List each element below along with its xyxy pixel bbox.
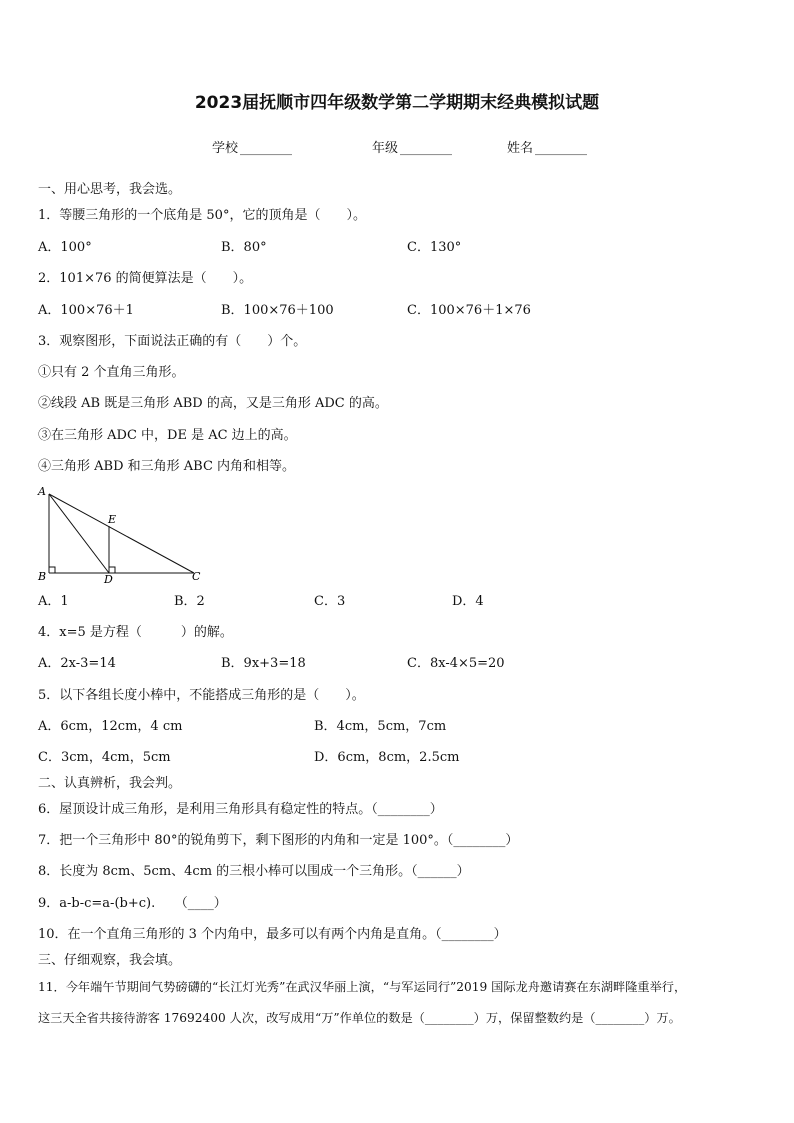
section-3-heading: 三、仔细观察，我会填。 bbox=[38, 953, 182, 968]
section-2-heading: 二、认真辨析，我会判。 bbox=[38, 776, 182, 791]
q3-option-a: A．1 bbox=[38, 594, 69, 609]
q2-option-b: B．100×76＋100 bbox=[221, 303, 334, 318]
q3-statement-4: ④三角形 ABD 和三角形 ABC 内角和相等。 bbox=[38, 459, 296, 474]
section-1-heading: 一、用心思考，我会选。 bbox=[38, 182, 182, 197]
q4-option-c: C．8x-4×5=20 bbox=[407, 656, 505, 671]
q1-option-c: C．130° bbox=[407, 240, 462, 255]
question-2: 2．101×76 的简便算法是（ ）。 bbox=[38, 271, 253, 286]
page-title: 2023届抚顺市四年级数学第二学期期末经典模拟试题 bbox=[194, 93, 600, 113]
question-3: 3．观察图形，下面说法正确的有（ ）个。 bbox=[38, 334, 307, 349]
question-5: 5．以下各组长度小棒中，不能搭成三角形的是（ ）。 bbox=[38, 688, 365, 703]
label-a: A bbox=[38, 485, 46, 498]
name-label: 姓名 bbox=[507, 141, 534, 156]
q3-statement-1: ①只有 2 个直角三角形。 bbox=[38, 365, 185, 380]
q4-option-b: B．9x+3=18 bbox=[221, 656, 306, 671]
question-4: 4．x=5 是方程（ ）的解。 bbox=[38, 625, 233, 640]
question-11-line-2: 这三天全省共接待游客 17692400 人次，改写成用“万”作单位的数是（________）万，保留整数约是（________）万。 bbox=[38, 1011, 681, 1025]
question-7: 7．把一个三角形中 80°的锐角剪下，剩下图形的内角和一定是 100°。（________） bbox=[38, 833, 519, 848]
school-blank: ________ bbox=[240, 141, 292, 156]
q1-option-a: A．100° bbox=[38, 240, 92, 255]
question-9: 9．a-b-c=a-(b+c). （____） bbox=[38, 896, 227, 911]
q3-statement-2: ②线段 AB 既是三角形 ABD 的高，又是三角形 ADC 的高。 bbox=[38, 396, 388, 411]
grade-label: 年级 bbox=[372, 141, 399, 156]
question-1: 1．等腰三角形的一个底角是 50°，它的顶角是（ ）。 bbox=[38, 208, 366, 223]
label-d: D bbox=[104, 573, 113, 584]
grade-blank: ________ bbox=[400, 141, 452, 156]
question-6: 6．屋顶设计成三角形，是利用三角形具有稳定性的特点。（________） bbox=[38, 802, 443, 817]
label-c: C bbox=[192, 570, 201, 583]
q3-option-c: C．3 bbox=[314, 594, 346, 609]
q4-option-a: A．2x-3=14 bbox=[38, 656, 116, 671]
q5-option-c: C．3cm，4cm，5cm bbox=[38, 750, 171, 765]
q2-option-a: A．100×76＋1 bbox=[38, 303, 134, 318]
q3-option-d: D．4 bbox=[452, 594, 484, 609]
triangle-figure bbox=[34, 484, 210, 584]
q2-option-c: C．100×76＋1×76 bbox=[407, 303, 531, 318]
question-11-line-1: 11．今年端午节期间气势磅礴的“长江灯光秀”在武汉华丽上演，“与军运同行”2019 国际龙舟邀请赛在东湖畔隆重举行， bbox=[38, 980, 687, 994]
q5-option-a: A．6cm，12cm，4 cm bbox=[38, 719, 183, 734]
question-8: 8．长度为 8cm、5cm、4cm 的三根小棒可以围成一个三角形。（______） bbox=[38, 864, 470, 879]
q5-option-d: D．6cm，8cm，2.5cm bbox=[314, 750, 460, 765]
school-label: 学校 bbox=[212, 141, 239, 156]
q3-option-b: B．2 bbox=[174, 594, 205, 609]
label-b: B bbox=[38, 570, 47, 583]
segment-ad bbox=[49, 494, 109, 573]
name-blank: ________ bbox=[535, 141, 587, 156]
question-10: 10．在一个直角三角形的 3 个内角中，最多可以有两个内角是直角。（________） bbox=[38, 927, 507, 942]
q3-statement-3: ③在三角形 ADC 中，DE 是 AC 边上的高。 bbox=[38, 428, 297, 443]
segment-ac bbox=[49, 494, 194, 573]
label-e: E bbox=[108, 513, 117, 526]
q1-option-b: B．80° bbox=[221, 240, 267, 255]
q5-option-b: B．4cm，5cm，7cm bbox=[314, 719, 447, 734]
right-angle-mark-b bbox=[49, 567, 55, 573]
